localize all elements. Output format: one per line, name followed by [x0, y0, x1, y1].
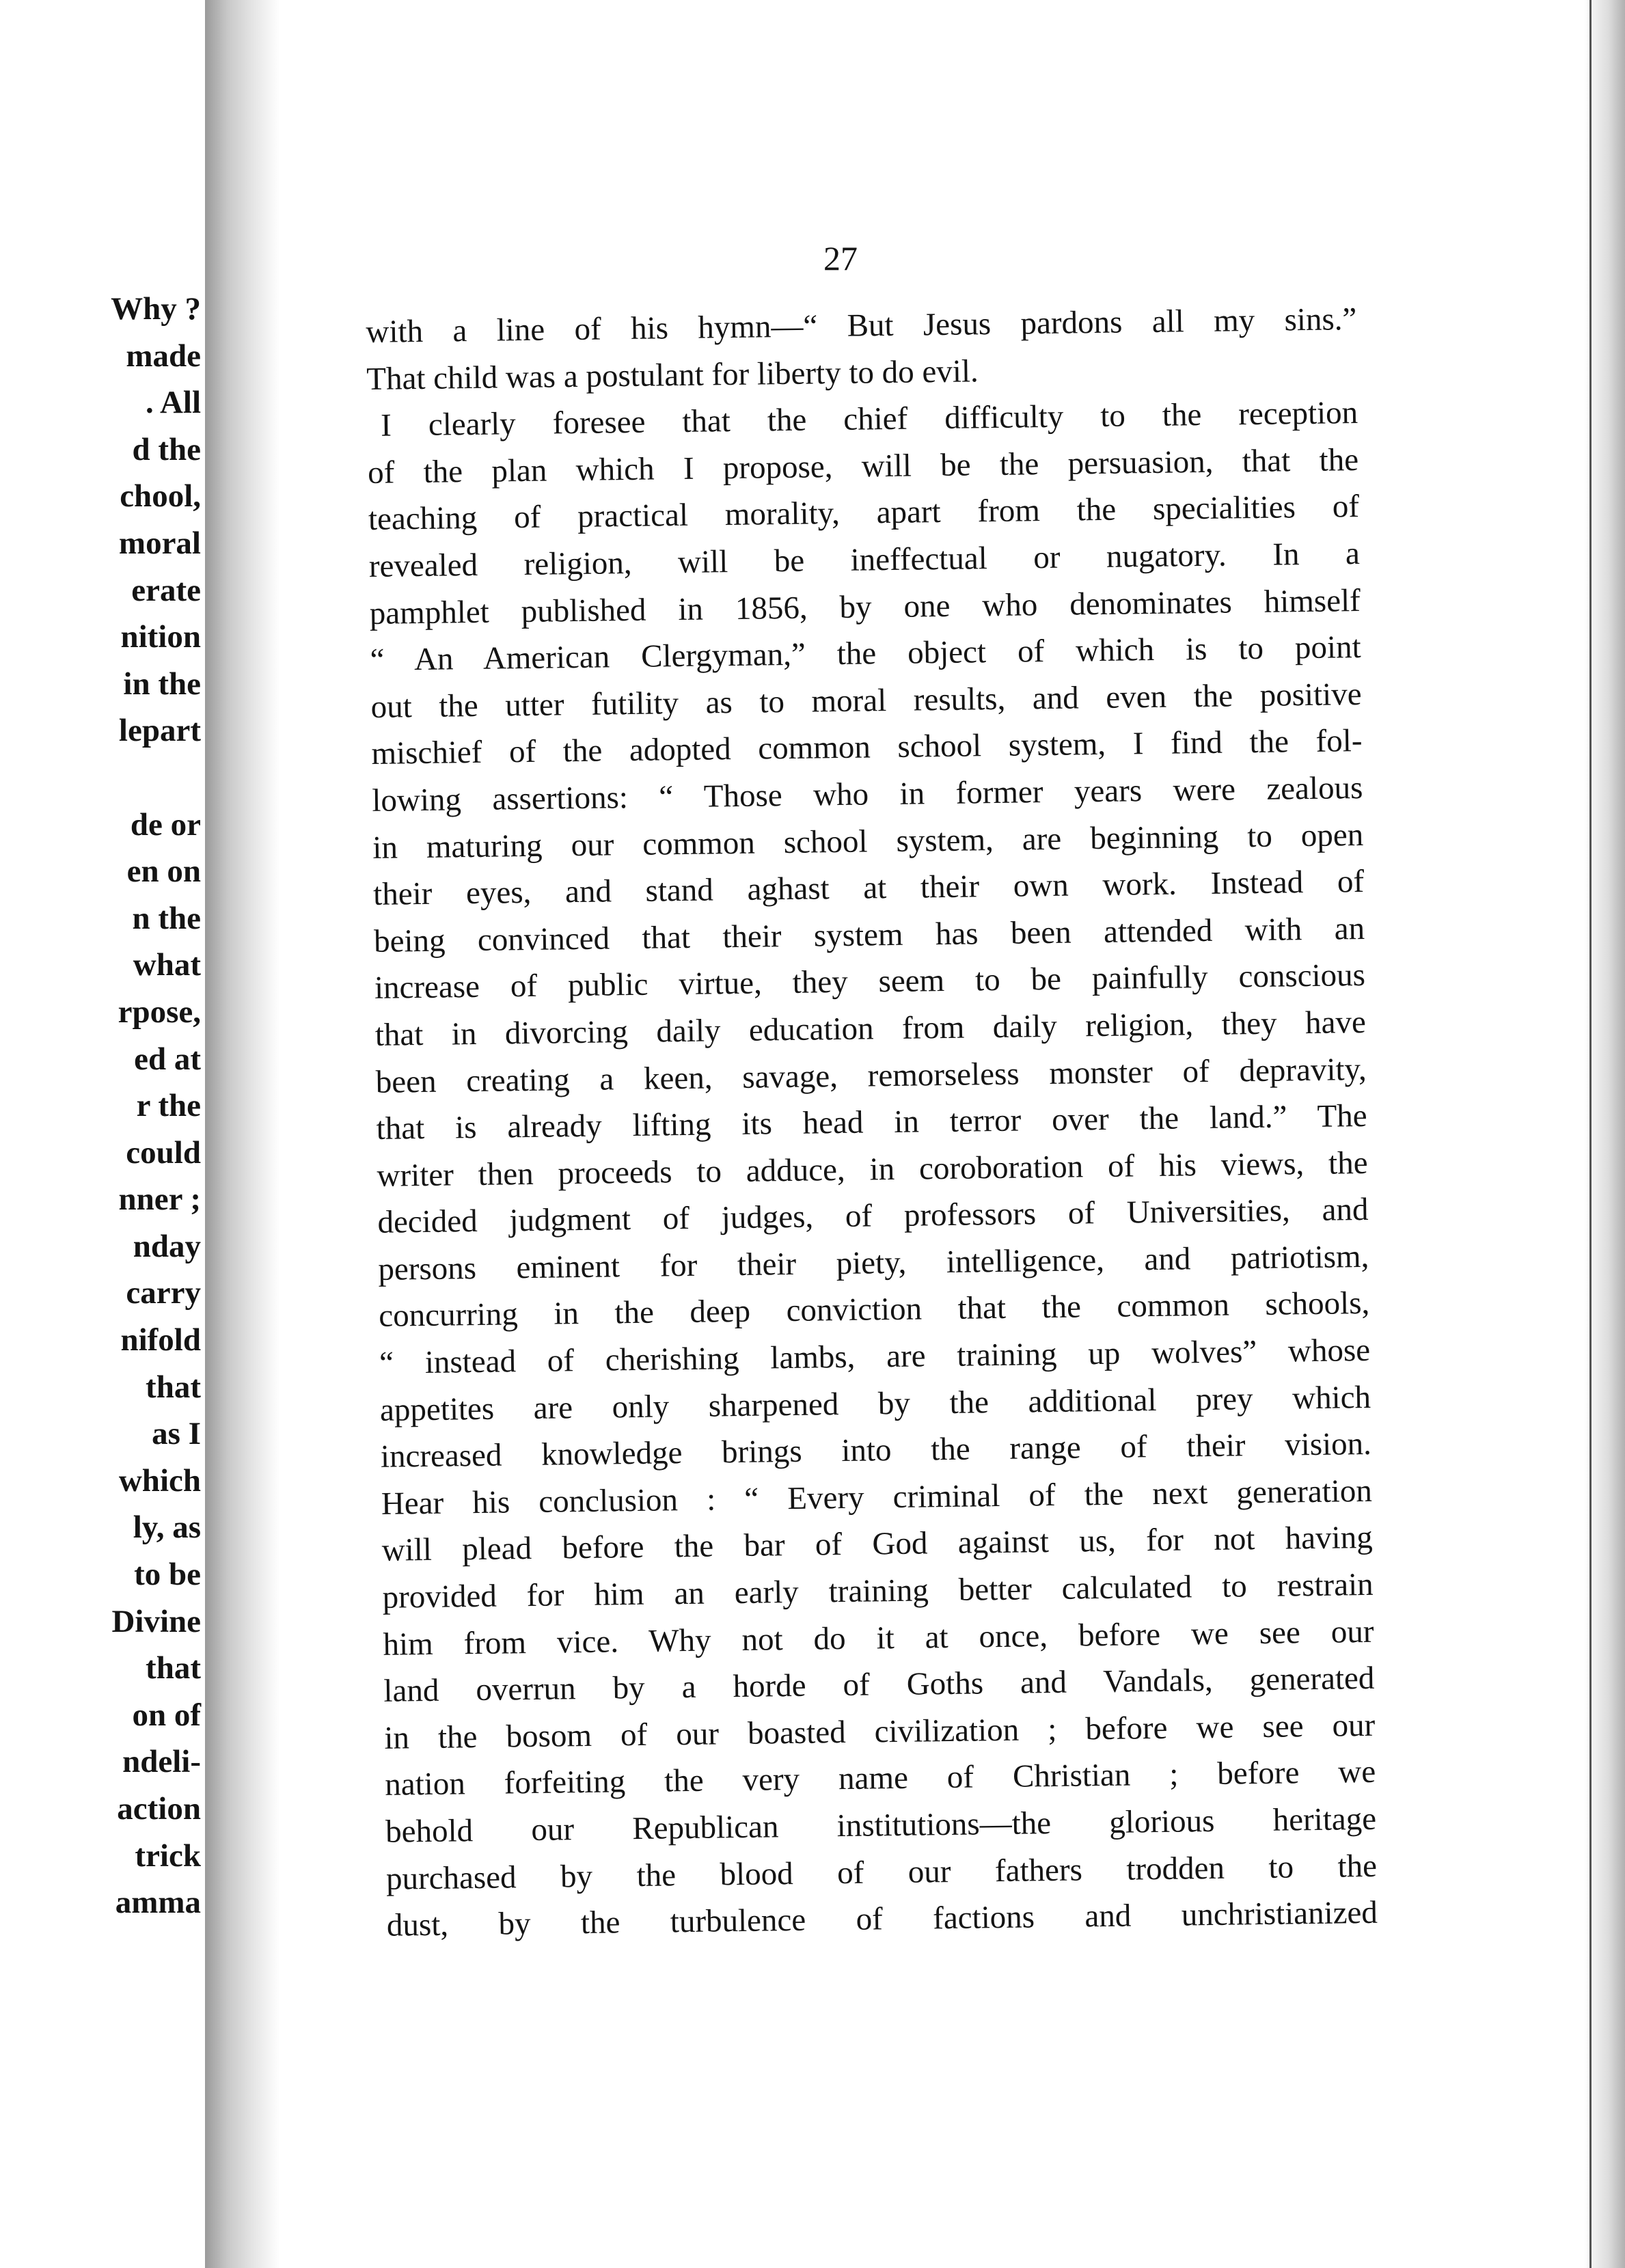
text-line: writer then proceeds to adduce, in coroboration of his views, the: [377, 1145, 1368, 1194]
previous-page-line: rpose,: [118, 994, 201, 1030]
previous-page-line: that: [146, 1650, 201, 1686]
page-edge: [1584, 0, 1625, 2268]
text-line: provided for him an early training better calculated to restrain: [382, 1566, 1374, 1615]
previous-page-line: . All: [146, 385, 201, 421]
previous-page-line: in the: [123, 666, 201, 702]
previous-page-line: ly, as: [133, 1509, 201, 1546]
text-line: That child was a postulant for liberty to do evil.: [366, 353, 979, 397]
previous-page-line: what: [133, 947, 201, 983]
previous-page-line: as I: [152, 1416, 201, 1452]
text-line: pamphlet published in 1856, by one who denominates himself: [369, 582, 1361, 631]
previous-page: [0, 0, 205, 2268]
text-line: revealed religion, will be ineffectual or nugatory. In a: [368, 535, 1361, 584]
book-spine-shadow: [205, 0, 280, 2268]
previous-page-line: de or: [130, 806, 201, 843]
text-line: in the bosom of our boasted civilization ; before we see our: [384, 1707, 1376, 1756]
text-line: purchased by the blood of our fathers trodden to the: [385, 1848, 1378, 1897]
text-line: appetites are only sharpened by the additional prey which: [379, 1379, 1371, 1428]
text-line: of the plan which I propose, will be the persuasion, that the: [367, 441, 1359, 491]
text-line: their eyes, and stand aghast at their own work. Instead of: [372, 864, 1365, 913]
text-line: increased knowledge brings into the range of their vision.: [380, 1426, 1372, 1475]
previous-page-line: Divine: [111, 1603, 201, 1639]
previous-page-line: r the: [136, 1088, 201, 1124]
previous-page-line: amma: [115, 1885, 201, 1921]
text-line: with a line of his hymn—“ But Jesus pardons all my sins.”: [366, 301, 1357, 350]
previous-page-line: that: [146, 1369, 201, 1405]
previous-page-line: Why ?: [111, 291, 201, 327]
previous-page-line: made: [126, 338, 201, 374]
text-line: will plead before the bar of God against us, for not having: [381, 1520, 1374, 1569]
previous-page-line: trick: [135, 1837, 201, 1874]
previous-page-line: [111, 754, 201, 802]
previous-page-line: ed at: [134, 1041, 201, 1077]
previous-page-line: d the: [132, 431, 201, 467]
text-line: persons eminent for their piety, intelligence, and patriotism,: [378, 1238, 1369, 1287]
previous-page-line: to be: [134, 1557, 201, 1593]
previous-page-line: n the: [132, 900, 201, 936]
text-line: lowing assertions: “ Those who in former years were zealous: [372, 769, 1363, 819]
text-line: increase of public virtue, they seem to be painfully conscious: [374, 957, 1366, 1007]
previous-page-line: which: [118, 1462, 201, 1499]
text-line: behold our Republican institutions—the glorious heritage: [385, 1801, 1377, 1850]
text-line: I clearly foresee that the chief difficulty to the reception: [380, 395, 1358, 443]
previous-page-line: nifold: [120, 1322, 201, 1358]
previous-page-line: chool,: [120, 478, 201, 515]
previous-page-line: nday: [133, 1228, 201, 1264]
text-line: that in divorcing daily education from daily religion, they have: [374, 1004, 1367, 1053]
text-line: nation forfeiting the very name of Christian ; before we: [384, 1754, 1376, 1803]
page-number: 27: [823, 239, 858, 277]
text-line: land overrun by a horde of Goths and Vandals, generated: [383, 1661, 1375, 1710]
text-line: concurring in the deep conviction that the common schools,: [378, 1285, 1370, 1335]
text-line: decided judgment of judges, of professors of Universities, and: [377, 1192, 1369, 1241]
text-line: in maturing our common school system, are beginning to open: [372, 817, 1364, 866]
text-line: him from vice. Why not do it at once, before we see our: [383, 1613, 1374, 1663]
text-line: dust, by the turbulence of factions and unchristianized: [386, 1895, 1378, 1943]
previous-page-line: moral: [118, 525, 201, 561]
previous-page-line: carry: [126, 1275, 201, 1311]
text-line: “ instead of cherishing lambs, are training up wolves” whose: [379, 1332, 1371, 1381]
text-line: been creating a keen, savage, remorseless monster of depravity,: [375, 1051, 1367, 1100]
text-line: out the utter futility as to moral results, and even the positive: [370, 676, 1362, 725]
previous-page-text: [111, 286, 201, 1926]
previous-page-line: action: [117, 1791, 201, 1827]
previous-page-line: ndeli-: [122, 1744, 201, 1780]
previous-page-line: lepart: [118, 713, 201, 749]
previous-page-line: en on: [126, 853, 201, 890]
body-text: [366, 296, 1378, 1950]
text-line: mischief of the adopted common school system, I find the fol-: [371, 723, 1363, 772]
previous-page-line: nner ;: [118, 1181, 201, 1218]
text-line: that is already lifting its head in terror over the land.” The: [376, 1098, 1367, 1147]
text-line: teaching of practical morality, apart from the specialities of: [368, 489, 1360, 538]
text-line: being convinced that their system has been attended with an: [373, 910, 1365, 959]
text-line: Hear his conclusion : “ Every criminal of the next generation: [381, 1473, 1373, 1522]
previous-page-line: could: [126, 1134, 201, 1171]
text-line: “ An American Clergyman,” the object of which is to point: [370, 629, 1361, 679]
previous-page-line: on of: [132, 1697, 201, 1733]
previous-page-line: nition: [120, 619, 201, 655]
previous-page-line: erate: [131, 572, 201, 608]
